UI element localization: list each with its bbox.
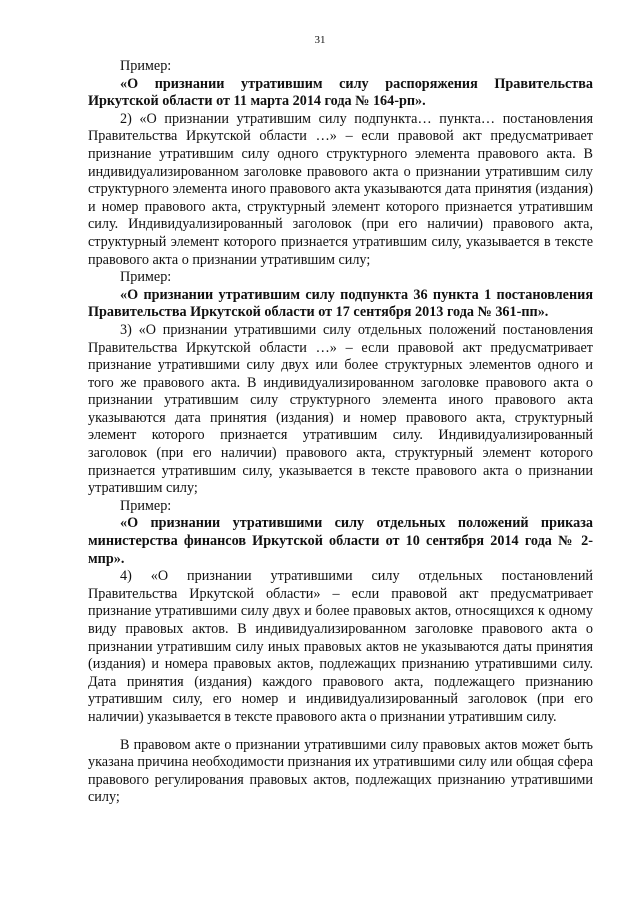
document-body — [88, 58, 593, 807]
body-paragraph: В правовом акте о признании утратившими силу правовых актов может быть указана причина необходимости признания их утратившими силу или общая сфера правового регулирования правовых актов, подлежащих признанию утратившими силу; — [88, 736, 593, 806]
example-title: «О признании утратившим силу распоряжения Правительства Иркутской области от 11 марта 2014 года № 164-рп». — [88, 75, 593, 110]
body-paragraph: 3) «О признании утратившими силу отдельных положений постановления Правительства Иркутской области …» – если правовой акт предусматривает признание утратившими силу двух или более структурных элементов одного и того же правового акта. В индивидуализированном заголовке правового акта о признании утратившим силу структурного элемента иного правового акта указываются дата принятия (издания) и номер правового акта, структурный элемент которого признается утратившим силу. Индивидуализированный заголовок (при его наличии) правового акта, структурный элемент которого признается утратившим силу, указывается в тексте правового акта о признании утратившим силу; — [88, 321, 593, 497]
body-paragraph: 2) «О признании утратившим силу подпункта… пункта… постановления Правительства Иркутской области …» – если правовой акт предусматривает признание утратившим силу одного структурного элемента правового акта. В индивидуализированном заголовке правового акта о признании утратившим силу структурного элемента иного правового акта указываются дата принятия (издания) и номер правового акта, структурный элемент которого признается утратившим силу. Индивидуализированный заголовок (при его наличии) правового акта, структурный элемент которого признается утратившим силу, указывается в тексте правового акта о признании утратившим силу; — [88, 110, 593, 268]
body-paragraph: 4) «О признании утратившими силу отдельных постановлений Правительства Иркутской области» – если правовой акт предусматривает признание утратившими силу двух и более правовых актов, относящихся к одному виду правовых актов. В индивидуализированном заголовке правового акта о признании утратившим силу иных правовых актов не указываются даты принятия (издания) и номера правовых актов, подлежащих признанию утратившими силу. Дата принятия (издания) каждого правового акта, подлежащего признанию утратившим силу, его номер и индивидуализированный заголовок (при его наличии) указывается в тексте правового акта о признании утратившим силу. — [88, 568, 593, 725]
example-title: «О признании утратившими силу отдельных положений приказа министерства финансов Иркутской области от 10 сентября 2014 года № 2-мпр». — [88, 515, 593, 567]
example-label: Пример: — [120, 497, 172, 514]
page-number: 31 — [314, 34, 326, 46]
example-label: Пример: — [120, 269, 172, 286]
example-title: «О признании утратившим силу подпункта 36 пункта 1 постановления Правительства Иркутской области от 17 сентября 2013 года № 361-пп». — [88, 286, 593, 321]
example-label: Пример: — [120, 58, 172, 74]
